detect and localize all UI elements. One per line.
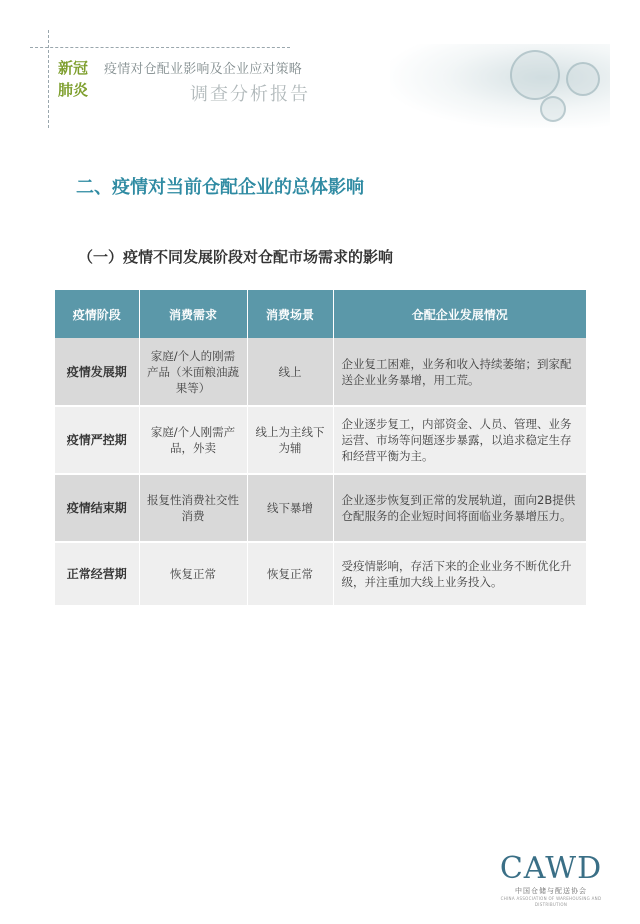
table-row (55, 406, 586, 474)
column-header-demand: 消费需求 (139, 290, 247, 338)
cell-demand: 恢复正常 (139, 542, 247, 606)
cell-status: 受疫情影响，存活下来的企业业务不断优化升级，并注重加大线上业务投入。 (333, 542, 586, 606)
column-header-status: 仓配企业发展情况 (333, 290, 586, 338)
section-subheading: （一）疫情不同发展阶段对仓配市场需求的影响 (78, 248, 394, 266)
header-divider-vertical (48, 30, 49, 128)
logo-chinese-name: 中国仓储与配送协会 (515, 887, 587, 895)
cawd-logo (498, 852, 604, 908)
logo-wordmark: CAWD (499, 851, 603, 886)
cell-stage: 疫情严控期 (55, 406, 139, 474)
virus-illustration (390, 44, 610, 128)
cell-demand: 报复性消费社交性消费 (139, 474, 247, 542)
impact-table (55, 290, 586, 607)
cell-scene: 线上为主线下为辅 (247, 406, 333, 474)
header-report-title: 调查分析报告 (190, 84, 310, 105)
cell-demand: 家庭/个人的刚需产品（米面粮油蔬果等） (139, 338, 247, 406)
header-subtitle: 疫情对仓配业影响及企业应对策略 (104, 62, 303, 77)
header-tag-line1: 新冠 (58, 59, 89, 77)
virus-icon (540, 96, 566, 122)
cell-scene: 恢复正常 (247, 542, 333, 606)
cell-stage: 正常经营期 (55, 542, 139, 606)
virus-icon (510, 50, 560, 100)
cell-stage: 疫情结束期 (55, 474, 139, 542)
column-header-scene: 消费场景 (247, 290, 333, 338)
table-row (55, 474, 586, 542)
table-row (55, 542, 586, 606)
cell-scene: 线上 (247, 338, 333, 406)
cell-stage: 疫情发展期 (55, 338, 139, 406)
virus-icon (566, 62, 600, 96)
table-header-row (55, 290, 586, 338)
cell-status: 企业逐步复工，内部资金、人员、管理、业务运营、市场等问题逐步暴露，以追求稳定生存和经营平衡为主。 (333, 406, 586, 474)
header-divider-horizontal (30, 47, 290, 48)
header-tag-line2: 肺炎 (58, 81, 89, 99)
cell-status: 企业逐步恢复到正常的发展轨道，面向2B提供仓配服务的企业短时间将面临业务暴增压力。 (333, 474, 586, 542)
column-header-stage: 疫情阶段 (55, 290, 139, 338)
cell-scene: 线下暴增 (247, 474, 333, 542)
cell-status: 企业复工困难，业务和收入持续萎缩；到家配送企业业务暴增，用工荒。 (333, 338, 586, 406)
table-row (55, 338, 586, 406)
logo-english-name: CHINA ASSOCIATION OF WAREHOUSING AND DISTRIBUTION (500, 896, 602, 907)
cell-demand: 家庭/个人刚需产品，外卖 (139, 406, 247, 474)
section-heading: 二、疫情对当前仓配企业的总体影响 (76, 177, 364, 198)
